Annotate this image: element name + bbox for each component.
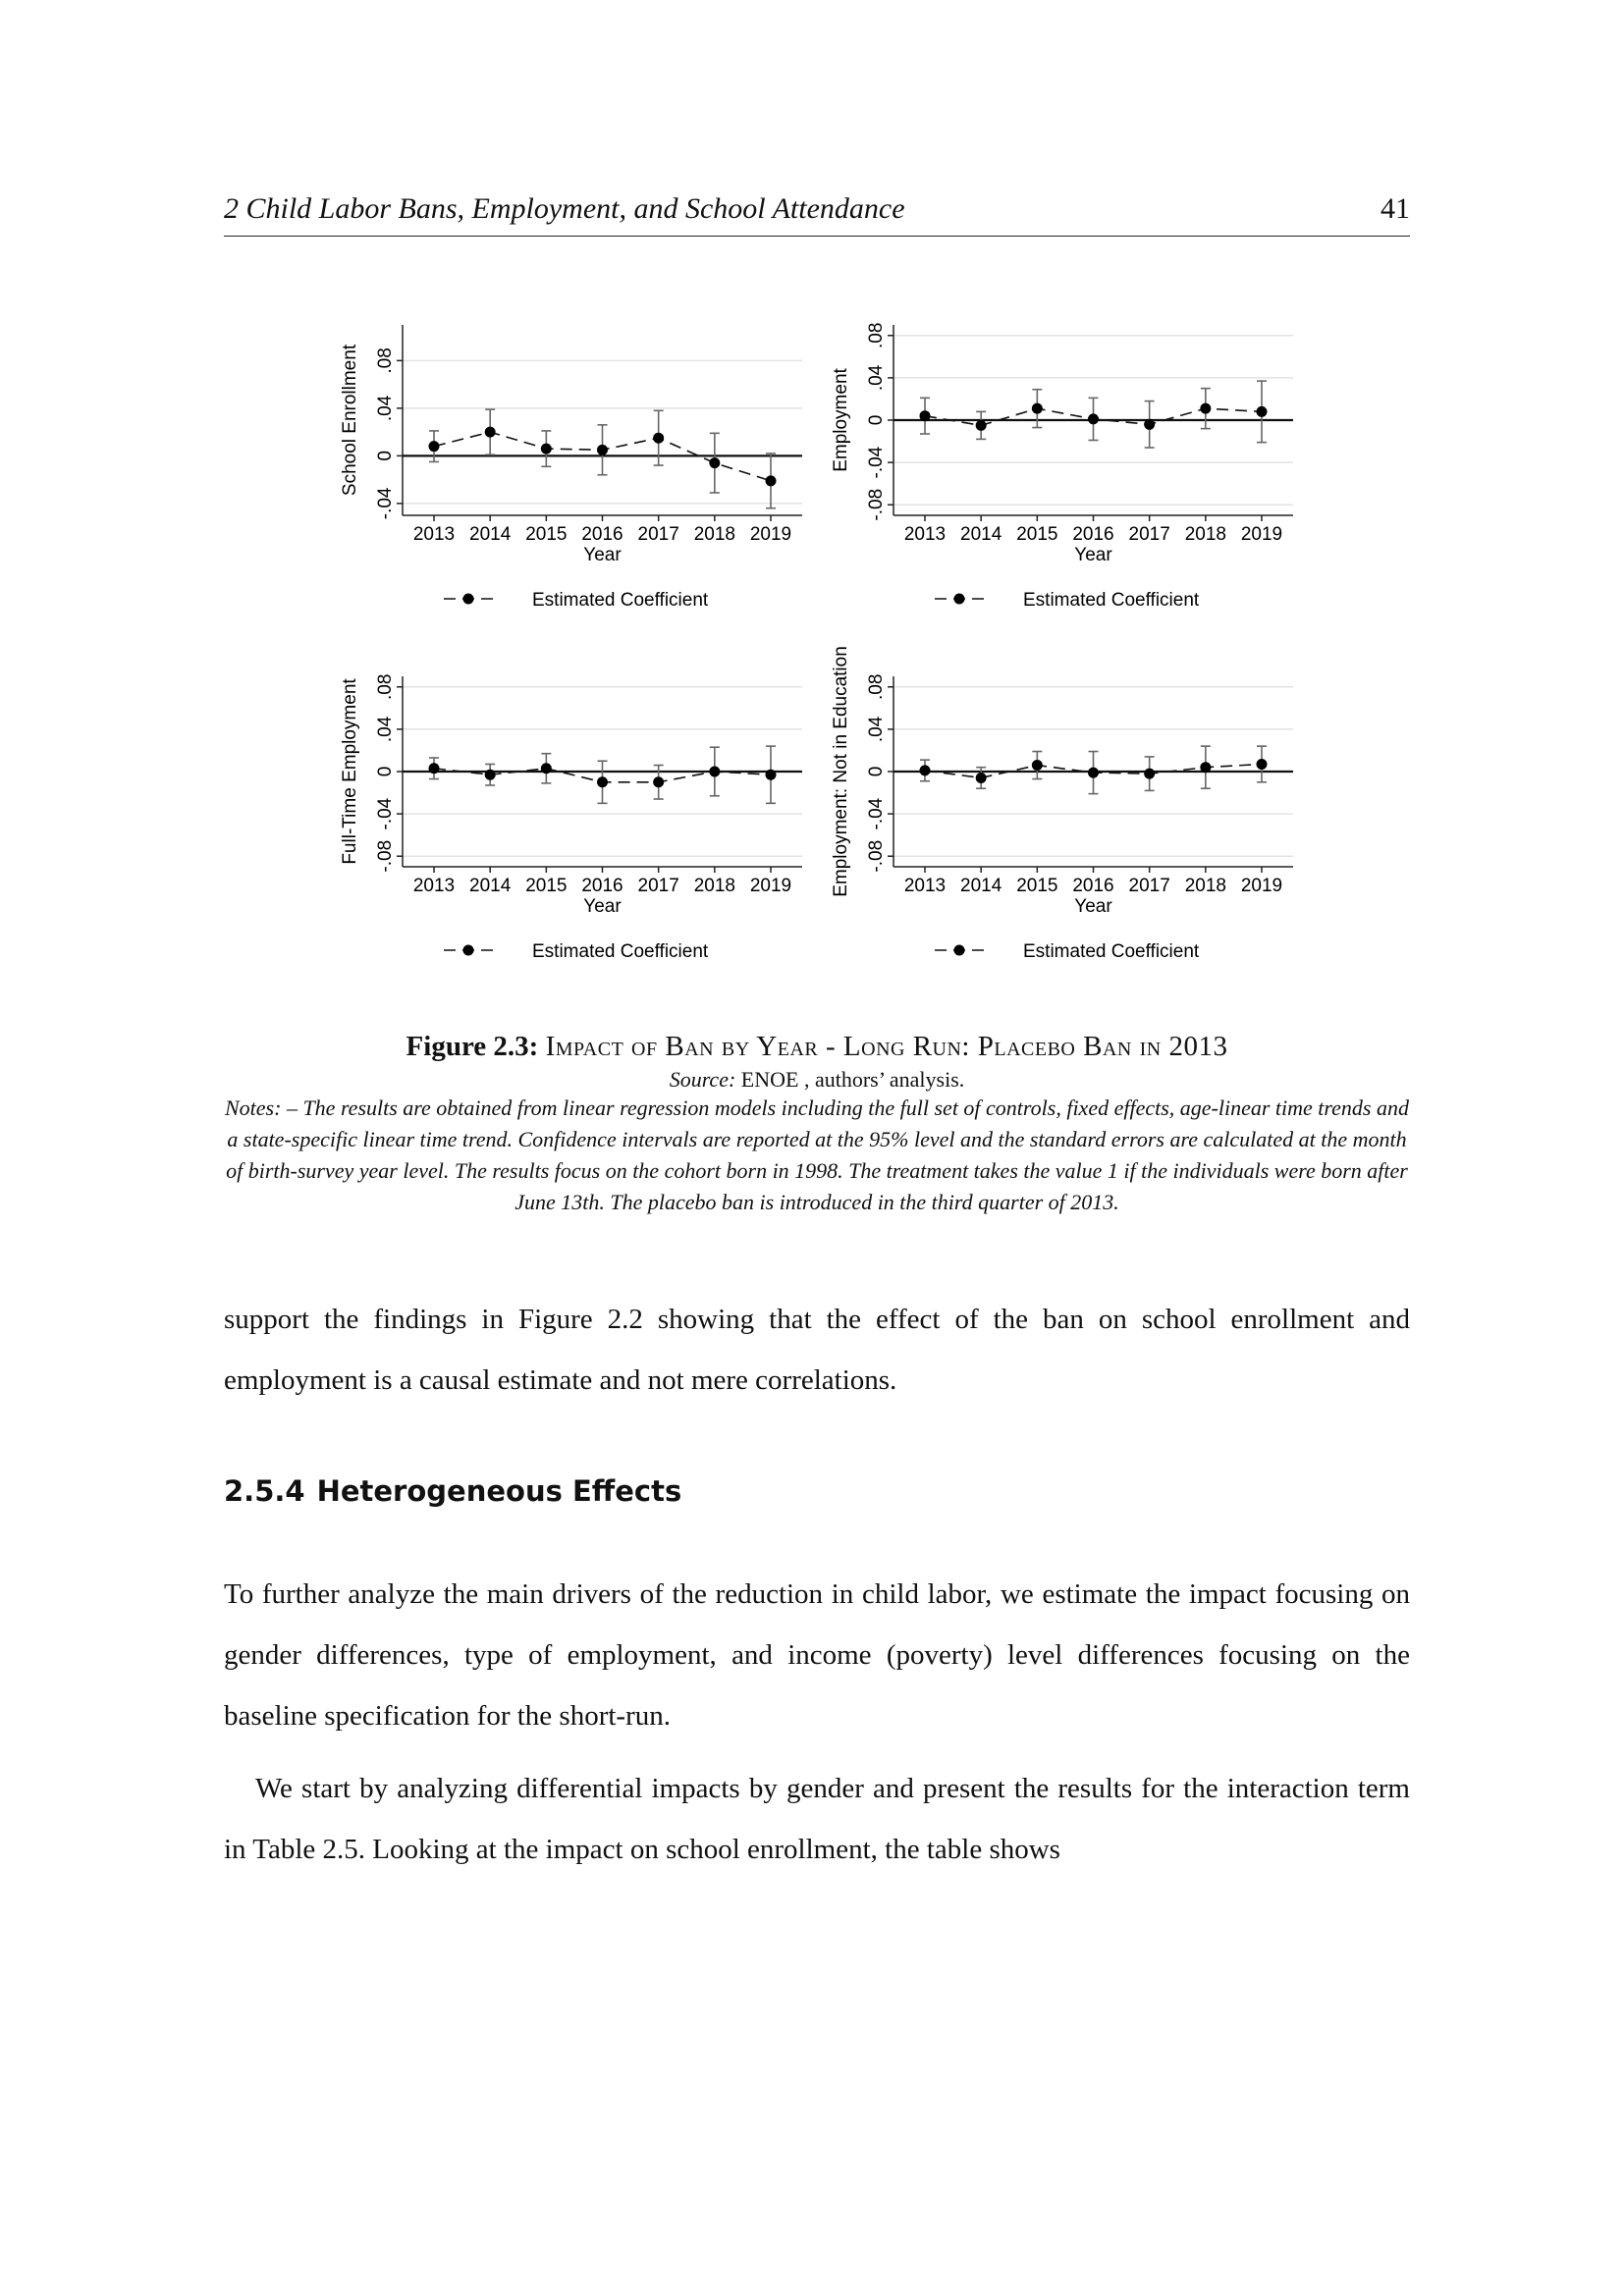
coefficient-point [709, 767, 720, 777]
y-tick-label: 0 [866, 766, 887, 777]
x-tick-label: 2019 [749, 876, 792, 896]
body-paragraph-1: To further analyze the main drivers of the reduction in child labor, we estimate the impact focusing on gender differences, type of employment, and income (poverty) level differences focusing on the baseline specification for the short-run. [224, 1578, 1410, 1732]
coefficient-point [1088, 413, 1099, 424]
coefficient-point [1200, 762, 1211, 773]
coefficient-point [1032, 760, 1043, 771]
x-tick-label: 2016 [581, 876, 623, 896]
coefficient-point [920, 765, 931, 775]
section-number: 2.5.4 [224, 1474, 305, 1508]
running-header [224, 187, 1410, 237]
y-tick-label: 0 [866, 414, 887, 426]
coefficient-point [709, 457, 720, 468]
legend-label: Estimated Coefficient [1023, 590, 1200, 611]
coefficient-point [1257, 759, 1268, 770]
legend-label: Estimated Coefficient [532, 941, 709, 962]
panel-school-enrollment [334, 312, 825, 661]
coefficient-point [485, 770, 496, 780]
x-tick-label: 2013 [412, 524, 456, 545]
coefficient-point [1144, 769, 1155, 779]
y-tick-label: -.04 [375, 487, 396, 520]
coefficient-point [541, 763, 552, 774]
x-tick-label: 2019 [1240, 524, 1283, 545]
chart-employment [825, 312, 1316, 661]
y-tick-label: -.08 [866, 839, 887, 873]
x-tick-label: 2013 [903, 876, 947, 896]
panel-employment [825, 312, 1316, 661]
x-tick-label: 2018 [693, 876, 735, 896]
y-tick-label: .04 [375, 716, 396, 743]
y-tick-label: .08 [866, 322, 887, 348]
coefficient-point [920, 410, 931, 421]
body-paragraph-continued: support the findings in Figure 2.2 showing that the effect of the ban on school enrollment and employment is a causal estimate and not mere correlations. [224, 1304, 1410, 1396]
chart-school-enrollment [334, 312, 825, 661]
y-tick-label: .04 [866, 364, 887, 392]
x-tick-label: 2018 [1184, 524, 1226, 545]
y-axis-title: School Enrollment [340, 344, 360, 497]
y-tick-label: .08 [866, 673, 887, 700]
chart-full-time-employment [334, 664, 825, 1012]
coefficient-point [1032, 403, 1043, 414]
x-axis-title: Year [583, 896, 622, 917]
source-label: Source: [669, 1067, 736, 1092]
chart-employment-not-in-education [825, 646, 1316, 1012]
body-paragraph-2: We start by analyzing differential impacts by gender and present the results for the interaction term in Table 2.5. Looking at the impact on school enrollment, the table shows [224, 1773, 1410, 1865]
section-heading [224, 1474, 681, 1508]
coefficient-point [541, 444, 552, 454]
x-tick-label: 2013 [412, 876, 456, 896]
coefficient-point [1200, 403, 1211, 414]
coefficient-point [976, 773, 987, 783]
x-tick-label: 2016 [581, 524, 623, 545]
figure-notes: Notes: – The results are obtained from linear regression models including the full set of controls, fixed effects, age-linear time trends and a state-specific linear time trend. Confidence intervals are reported at the 95% level and the standard errors are calculated at the month of birth-survey year level. The results focus on the cohort born in 1998. The treatment takes the value 1 if the individuals were born after June 13th. The placebo ban is introduced in the third quarter of 2013. [225, 1095, 1409, 1214]
coefficient-point [597, 445, 608, 455]
x-tick-label: 2017 [637, 524, 679, 545]
y-tick-label: -.08 [866, 488, 887, 521]
figure-panels [334, 312, 1316, 989]
y-tick-label: .08 [375, 347, 396, 374]
x-tick-label: 2016 [1072, 524, 1114, 545]
y-axis-title: Employment: Not in Education [831, 646, 851, 897]
caption-title [224, 1031, 1410, 1063]
figure-title: Impact of Ban by Year - Long Run: Placebo Ban in 2013 [545, 1031, 1228, 1062]
legend-marker [954, 594, 965, 605]
x-tick-label: 2017 [1128, 524, 1170, 545]
legend-marker [954, 945, 965, 956]
coefficient-point [429, 441, 440, 452]
panel-full-time-employment [334, 664, 825, 1012]
panel-employment-not-in-education [825, 646, 1316, 1012]
y-axis-title: Employment [831, 368, 851, 472]
x-tick-label: 2015 [1016, 876, 1058, 896]
x-tick-label: 2015 [525, 876, 568, 896]
coefficient-point [1144, 419, 1155, 430]
figure-label: Figure 2.3: [406, 1031, 539, 1062]
x-tick-label: 2015 [1016, 524, 1058, 545]
x-tick-label: 2017 [1128, 876, 1170, 896]
coefficient-point [1088, 768, 1099, 778]
x-tick-label: 2014 [469, 524, 512, 545]
section-title: Heterogeneous Effects [316, 1474, 682, 1508]
x-axis-title: Year [1074, 545, 1112, 565]
y-tick-label: .04 [866, 716, 887, 743]
coefficient-point [653, 776, 664, 787]
legend-label: Estimated Coefficient [1023, 941, 1200, 962]
y-tick-label: -.08 [375, 839, 396, 873]
x-tick-label: 2019 [1240, 876, 1283, 896]
x-axis-title: Year [583, 545, 622, 565]
x-tick-label: 2016 [1072, 876, 1114, 896]
figure-caption [224, 1031, 1410, 1218]
y-tick-label: 0 [375, 451, 396, 461]
y-tick-label: -.04 [866, 797, 887, 830]
page-number: 41 [1380, 192, 1410, 225]
legend-marker [463, 594, 474, 605]
x-tick-label: 2015 [525, 524, 568, 545]
y-tick-label: -.04 [866, 446, 887, 479]
coefficient-point [485, 427, 496, 438]
coefficient-point [597, 776, 608, 787]
x-tick-label: 2014 [960, 524, 1002, 545]
x-tick-label: 2014 [469, 876, 512, 896]
x-tick-label: 2013 [903, 524, 947, 545]
legend-label: Estimated Coefficient [532, 590, 709, 611]
x-tick-label: 2019 [749, 524, 792, 545]
figure-source [224, 1067, 1410, 1093]
x-axis-title: Year [1074, 896, 1112, 917]
source-text: ENOE , authors’ analysis. [740, 1067, 965, 1092]
coefficient-point [766, 770, 777, 780]
y-tick-label: .04 [375, 395, 396, 422]
x-tick-label: 2017 [637, 876, 679, 896]
x-tick-label: 2014 [960, 876, 1002, 896]
coefficient-point [429, 763, 440, 774]
chapter-title: 2 Child Labor Bans, Employment, and School Attendance [224, 192, 905, 225]
coefficient-point [766, 475, 777, 486]
coefficient-point [653, 433, 664, 444]
y-tick-label: .08 [375, 673, 396, 700]
y-axis-title: Full-Time Employment [340, 678, 360, 865]
legend-marker [463, 945, 474, 956]
coefficient-point [976, 420, 987, 431]
y-tick-label: 0 [375, 766, 396, 777]
coefficient-point [1257, 406, 1268, 417]
x-tick-label: 2018 [693, 524, 735, 545]
x-tick-label: 2018 [1184, 876, 1226, 896]
y-tick-label: -.04 [375, 797, 396, 830]
